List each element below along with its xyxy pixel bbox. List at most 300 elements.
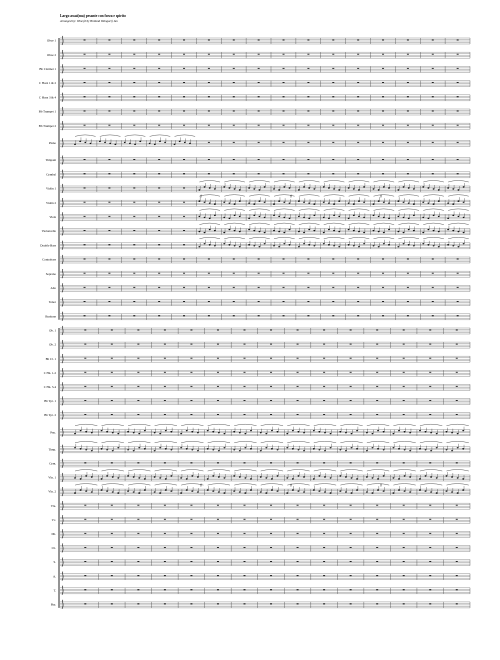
note-head — [408, 187, 410, 188]
whole-rest — [457, 142, 459, 143]
note-head — [250, 478, 252, 479]
note-head — [209, 203, 211, 204]
whole-rest — [164, 603, 166, 604]
note-head — [308, 244, 310, 245]
whole-rest — [158, 96, 160, 97]
note-head — [398, 489, 400, 490]
note-head — [303, 202, 305, 203]
whole-rest — [376, 358, 378, 359]
whole-rest — [323, 344, 325, 345]
note-head — [271, 448, 273, 449]
note-head — [264, 186, 266, 187]
note-head — [308, 218, 310, 219]
whole-rest — [456, 400, 458, 401]
note-head — [419, 430, 421, 431]
whole-rest — [350, 358, 352, 359]
note-head — [139, 141, 141, 142]
whole-rest — [258, 315, 260, 316]
whole-rest — [332, 315, 334, 316]
whole-rest — [164, 462, 166, 463]
whole-rest — [332, 259, 334, 260]
note-head — [165, 478, 167, 479]
whole-rest — [376, 386, 378, 387]
note-head — [397, 231, 399, 232]
whole-rest — [208, 173, 210, 174]
whole-rest — [429, 505, 431, 506]
whole-rest — [111, 344, 113, 345]
whole-rest — [350, 400, 352, 401]
system-1 — [39, 36, 470, 321]
note-head — [303, 243, 305, 244]
whole-rest — [158, 202, 160, 203]
whole-rest — [382, 173, 384, 174]
instrument-label: C Hn. 1-2 — [43, 370, 56, 375]
whole-rest — [376, 547, 378, 548]
note-head — [351, 433, 353, 434]
note-head — [404, 431, 406, 432]
note-head — [378, 231, 380, 232]
note-head — [383, 202, 385, 203]
whole-rest — [164, 414, 166, 415]
note-head — [430, 432, 432, 433]
whole-rest — [137, 386, 139, 387]
whole-rest — [133, 230, 135, 231]
note-head — [286, 477, 288, 478]
note-head — [433, 188, 435, 189]
note-head — [462, 489, 464, 490]
whole-rest — [307, 40, 309, 41]
whole-rest — [137, 533, 139, 534]
whole-rest — [84, 575, 86, 576]
whole-rest — [350, 561, 352, 562]
note-head — [404, 490, 406, 491]
note-head — [223, 232, 225, 233]
whole-rest — [382, 96, 384, 97]
instrument-label: Double Bass — [40, 243, 56, 248]
whole-rest — [307, 68, 309, 69]
whole-rest — [297, 372, 299, 373]
whole-rest — [432, 125, 434, 126]
note-head — [207, 489, 209, 490]
note-head — [397, 189, 399, 190]
whole-rest — [137, 344, 139, 345]
whole-rest — [233, 40, 235, 41]
note-head — [273, 188, 275, 189]
note-head — [333, 230, 335, 231]
whole-rest — [217, 547, 219, 548]
note-head — [345, 476, 347, 477]
note-head — [303, 450, 305, 451]
whole-rest — [432, 159, 434, 160]
note-head — [324, 491, 326, 492]
note-head — [112, 476, 114, 477]
note-head — [358, 189, 360, 190]
whole-rest — [190, 603, 192, 604]
note-head — [351, 477, 353, 478]
whole-rest — [84, 159, 86, 160]
note-head — [313, 448, 315, 449]
note-head — [101, 430, 103, 431]
note-head — [462, 430, 464, 431]
note-head — [303, 232, 305, 233]
whole-rest — [403, 575, 405, 576]
note-head — [180, 447, 182, 448]
clef-icon — [62, 184, 63, 193]
whole-rest — [270, 344, 272, 345]
note-head — [117, 477, 119, 478]
whole-rest — [84, 273, 86, 274]
whole-rest — [376, 462, 378, 463]
whole-rest — [456, 372, 458, 373]
whole-rest — [108, 68, 110, 69]
whole-rest — [457, 315, 459, 316]
whole-rest — [137, 414, 139, 415]
note-head — [363, 232, 365, 233]
whole-rest — [133, 111, 135, 112]
whole-rest — [307, 111, 309, 112]
staff — [60, 283, 470, 292]
whole-rest — [376, 505, 378, 506]
whole-rest — [158, 259, 160, 260]
whole-rest — [350, 414, 352, 415]
whole-rest — [432, 82, 434, 83]
whole-rest — [258, 301, 260, 302]
whole-rest — [403, 414, 405, 415]
note-head — [273, 215, 275, 216]
whole-rest — [350, 547, 352, 548]
whole-rest — [382, 68, 384, 69]
instrument-label: Bb Cl. 1 — [45, 356, 56, 361]
note-head — [180, 433, 182, 434]
whole-rest — [457, 40, 459, 41]
note-head — [397, 201, 399, 202]
whole-rest — [183, 273, 185, 274]
note-head — [239, 491, 241, 492]
note-head — [259, 216, 261, 217]
whole-rest — [164, 561, 166, 562]
note-head — [446, 475, 448, 476]
note-head — [366, 491, 368, 492]
instrument-label: Ob. 2 — [49, 342, 56, 347]
note-head — [313, 489, 315, 490]
whole-rest — [429, 575, 431, 576]
note-head — [189, 143, 191, 144]
whole-rest — [357, 96, 359, 97]
whole-rest — [244, 589, 246, 590]
note-head — [117, 447, 119, 448]
whole-rest — [283, 68, 285, 69]
note-head — [248, 187, 250, 188]
whole-rest — [297, 519, 299, 520]
whole-rest — [403, 547, 405, 548]
dynamic-marking: ff — [380, 483, 382, 487]
dynamic-marking: ff — [290, 483, 292, 487]
staff — [60, 572, 470, 581]
note-head — [264, 217, 266, 218]
whole-rest — [84, 358, 86, 359]
instrument-label: Contrabass — [42, 257, 56, 262]
note-head — [277, 449, 279, 450]
note-head — [239, 231, 241, 232]
whole-rest — [108, 173, 110, 174]
whole-rest — [270, 462, 272, 463]
staff — [60, 558, 470, 567]
note-head — [303, 217, 305, 218]
whole-rest — [111, 533, 113, 534]
note-head — [198, 216, 200, 217]
whole-rest — [190, 561, 192, 562]
staff — [60, 470, 470, 483]
note-head — [436, 447, 438, 448]
whole-rest — [283, 273, 285, 274]
whole-rest — [111, 519, 113, 520]
note-head — [184, 142, 186, 143]
whole-rest — [108, 188, 110, 189]
note-head — [308, 229, 310, 230]
whole-rest — [407, 54, 409, 55]
whole-rest — [350, 505, 352, 506]
clef-icon — [62, 269, 63, 278]
clef-icon — [62, 50, 63, 59]
whole-rest — [244, 533, 246, 534]
note-head — [393, 477, 395, 478]
whole-rest — [350, 344, 352, 345]
staff — [60, 312, 470, 321]
note-head — [383, 217, 385, 218]
note-head — [298, 449, 300, 450]
whole-rest — [208, 82, 210, 83]
whole-rest — [432, 287, 434, 288]
note-head — [106, 475, 108, 476]
note-head — [84, 142, 86, 143]
whole-rest — [84, 462, 86, 463]
note-head — [234, 204, 236, 205]
note-head — [124, 142, 126, 143]
instrument-label: Bb Clarinet 1 — [39, 67, 56, 71]
note-head — [229, 187, 231, 188]
note-head — [419, 489, 421, 490]
note-head — [170, 449, 172, 450]
note-head — [313, 215, 315, 216]
whole-rest — [108, 159, 110, 160]
whole-rest — [456, 505, 458, 506]
whole-rest — [258, 259, 260, 260]
note-head — [433, 245, 435, 246]
note-head — [303, 476, 305, 477]
whole-rest — [233, 125, 235, 126]
staff — [60, 209, 470, 222]
whole-rest — [323, 414, 325, 415]
note-head — [259, 246, 261, 247]
note-head — [259, 201, 261, 202]
whole-rest — [158, 54, 160, 55]
staff — [60, 181, 470, 194]
whole-rest — [332, 111, 334, 112]
whole-rest — [217, 589, 219, 590]
whole-rest — [158, 315, 160, 316]
whole-rest — [382, 82, 384, 83]
whole-rest — [283, 287, 285, 288]
note-head — [383, 475, 385, 476]
note-head — [278, 189, 280, 190]
clef-icon — [62, 572, 63, 581]
note-head — [338, 246, 340, 247]
note-head — [214, 204, 216, 205]
note-head — [239, 450, 241, 451]
whole-rest — [164, 344, 166, 345]
note-head — [348, 218, 350, 219]
staff — [60, 326, 470, 335]
whole-rest — [111, 462, 113, 463]
note-head — [438, 189, 440, 190]
note-head — [298, 231, 300, 232]
note-head — [248, 229, 250, 230]
note-head — [446, 431, 448, 432]
note-head — [278, 246, 280, 247]
note-head — [85, 449, 87, 450]
whole-rest — [190, 358, 192, 359]
whole-rest — [133, 188, 135, 189]
whole-rest — [403, 603, 405, 604]
whole-rest — [190, 547, 192, 548]
note-head — [328, 187, 330, 188]
note-head — [244, 447, 246, 448]
note-head — [358, 201, 360, 202]
whole-rest — [158, 301, 160, 302]
whole-rest — [244, 372, 246, 373]
whole-rest — [133, 301, 135, 302]
whole-rest — [407, 159, 409, 160]
whole-rest — [137, 505, 139, 506]
note-head — [458, 201, 460, 202]
whole-rest — [456, 519, 458, 520]
whole-rest — [407, 301, 409, 302]
note-head — [318, 449, 320, 450]
note-head — [273, 204, 275, 205]
note-head — [80, 430, 82, 431]
clef-icon — [62, 156, 63, 165]
note-head — [180, 492, 182, 493]
note-head — [422, 243, 424, 244]
whole-rest — [258, 82, 260, 83]
note-head — [165, 448, 167, 449]
note-head — [452, 230, 454, 231]
note-head — [174, 144, 176, 145]
note-head — [408, 218, 410, 219]
whole-rest — [258, 173, 260, 174]
whole-rest — [183, 315, 185, 316]
note-head — [378, 246, 380, 247]
note-head — [212, 490, 214, 491]
note-head — [253, 245, 255, 246]
whole-rest — [183, 230, 185, 231]
note-head — [328, 218, 330, 219]
whole-rest — [432, 111, 434, 112]
note-head — [373, 188, 375, 189]
note-head — [144, 448, 146, 449]
note-head — [273, 245, 275, 246]
whole-rest — [297, 344, 299, 345]
note-head — [292, 478, 294, 479]
note-head — [191, 431, 193, 432]
note-head — [373, 215, 375, 216]
note-head — [260, 476, 262, 477]
note-head — [74, 492, 76, 493]
whole-rest — [457, 173, 459, 174]
note-head — [378, 201, 380, 202]
whole-rest — [403, 462, 405, 463]
note-head — [289, 229, 291, 230]
note-head — [324, 432, 326, 433]
note-head — [214, 245, 216, 246]
whole-rest — [376, 519, 378, 520]
whole-rest — [357, 54, 359, 55]
note-head — [458, 231, 460, 232]
whole-rest — [407, 259, 409, 260]
note-head — [438, 216, 440, 217]
whole-rest — [111, 575, 113, 576]
note-head — [425, 475, 427, 476]
whole-rest — [158, 111, 160, 112]
whole-rest — [297, 358, 299, 359]
whole-rest — [297, 414, 299, 415]
whole-rest — [183, 188, 185, 189]
note-head — [224, 492, 226, 493]
note-head — [438, 201, 440, 202]
whole-rest — [84, 414, 86, 415]
note-head — [323, 186, 325, 187]
whole-rest — [407, 287, 409, 288]
staff — [60, 368, 470, 377]
whole-rest — [84, 400, 86, 401]
note-head — [117, 492, 119, 493]
note-head — [348, 203, 350, 204]
whole-rest — [108, 40, 110, 41]
whole-rest — [208, 287, 210, 288]
note-head — [253, 215, 255, 216]
instrument-label: C Horn 3 & 4 — [38, 95, 56, 100]
note-head — [409, 476, 411, 477]
note-head — [239, 476, 241, 477]
note-head — [101, 489, 103, 490]
clef-icon — [62, 428, 63, 437]
note-head — [170, 431, 172, 432]
note-head — [79, 141, 81, 142]
note-head — [204, 232, 206, 233]
whole-rest — [332, 273, 334, 274]
whole-rest — [183, 82, 185, 83]
note-head — [74, 447, 76, 448]
clef-icon — [62, 36, 63, 45]
note-head — [408, 244, 410, 245]
note-head — [144, 478, 146, 479]
note-head — [436, 433, 438, 434]
note-head — [377, 489, 379, 490]
whole-rest — [382, 142, 384, 143]
instrument-label: S. — [53, 560, 56, 565]
whole-rest — [233, 68, 235, 69]
whole-rest — [382, 159, 384, 160]
whole-rest — [382, 301, 384, 302]
staff — [60, 135, 470, 148]
whole-rest — [111, 547, 113, 548]
note-head — [265, 492, 267, 493]
whole-rest — [244, 462, 246, 463]
note-head — [253, 230, 255, 231]
whole-rest — [84, 68, 86, 69]
note-head — [428, 244, 430, 245]
note-head — [204, 243, 206, 244]
